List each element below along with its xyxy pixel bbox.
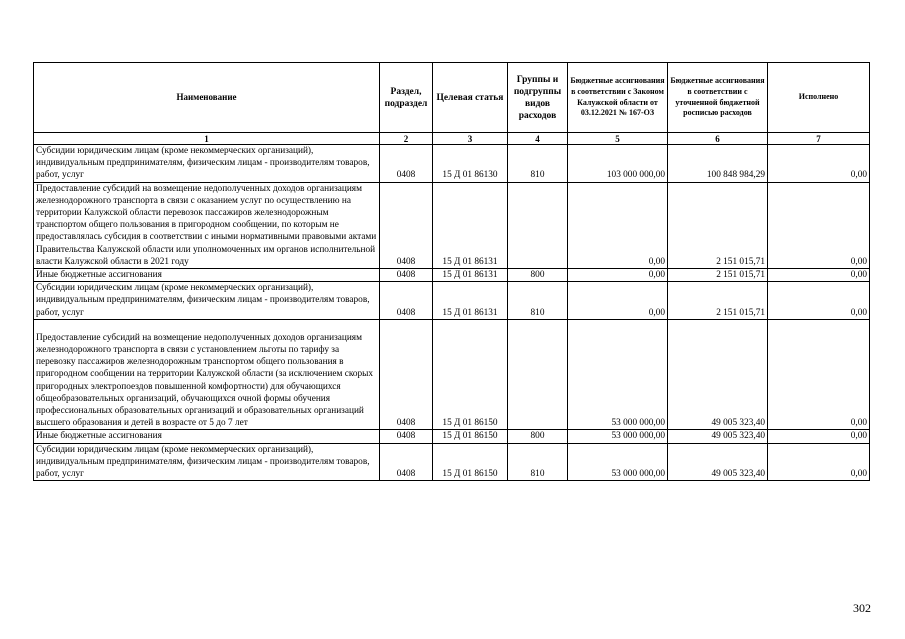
row-top-gap	[36, 320, 377, 332]
row-refined-amount: 49 005 323,40	[668, 319, 768, 430]
row-refined-amount: 49 005 323,40	[668, 430, 768, 443]
row-executed-amount: 0,00	[768, 282, 870, 320]
row-target: 15 Д 01 86150	[433, 319, 508, 430]
row-name: Субсидии юридическим лицам (кроме некоммерческих организаций), индивидуальным предпринимателям, физическим лицам - производителям товаров, работ, услуг	[34, 145, 380, 183]
row-name: Предоставление субсидий на возмещение недополученных доходов организациям железнодорожного транспорта в связи с оказанием услуг по осуществлению на территории Калужской области перевозок пассажиров железнодорожным транспортом общего пользования в пригородном сообщении, по которым не предоставлялась субсидия в соответствии с иными нормативными правовыми актами Правительства Калужской области или уполномоченных им органов исполнительной власти Калужской области в 2021 году	[34, 182, 380, 268]
column-number: 2	[380, 133, 433, 145]
row-section: 0408	[380, 430, 433, 443]
row-target: 15 Д 01 86131	[433, 282, 508, 320]
header-name: Наименование	[34, 63, 380, 133]
row-executed-amount: 0,00	[768, 269, 870, 282]
row-target: 15 Д 01 86131	[433, 182, 508, 268]
row-section: 0408	[380, 443, 433, 481]
row-name: Субсидии юридическим лицам (кроме некоммерческих организаций), индивидуальным предпринимателям, физическим лицам - производителям товаров, работ, услуг	[34, 443, 380, 481]
row-name: Иные бюджетные ассигнования	[34, 269, 380, 282]
row-law-amount: 53 000 000,00	[568, 443, 668, 481]
row-group: 810	[508, 443, 568, 481]
page-number: 302	[853, 601, 871, 615]
header-row	[34, 63, 870, 133]
header-law: Бюджетные ассигнования в соответствии с Законом Калужской области от 03.12.2021 № 167-ОЗ	[568, 63, 668, 133]
row-target: 15 Д 01 86131	[433, 269, 508, 282]
row-executed-amount: 0,00	[768, 145, 870, 183]
row-law-amount: 0,00	[568, 182, 668, 268]
row-group	[508, 319, 568, 430]
budget-table	[33, 62, 870, 481]
row-group	[508, 182, 568, 268]
row-name: Субсидии юридическим лицам (кроме некоммерческих организаций), индивидуальным предпринимателям, физическим лицам - производителям товаров, работ, услуг	[34, 282, 380, 320]
row-group: 800	[508, 430, 568, 443]
table-row	[34, 430, 870, 443]
header-executed: Исполнено	[768, 63, 870, 133]
table-row	[34, 319, 870, 430]
row-section: 0408	[380, 182, 433, 268]
row-law-amount: 0,00	[568, 282, 668, 320]
budget-table-sheet	[33, 62, 869, 481]
row-law-amount: 103 000 000,00	[568, 145, 668, 183]
row-section: 0408	[380, 145, 433, 183]
column-number: 7	[768, 133, 870, 145]
row-executed-amount: 0,00	[768, 430, 870, 443]
row-refined-amount: 49 005 323,40	[668, 443, 768, 481]
table-row	[34, 282, 870, 320]
row-group: 810	[508, 282, 568, 320]
row-refined-amount: 100 848 984,29	[668, 145, 768, 183]
row-executed-amount: 0,00	[768, 182, 870, 268]
column-number: 1	[34, 133, 380, 145]
column-number: 6	[668, 133, 768, 145]
row-target: 15 Д 01 86150	[433, 443, 508, 481]
row-group: 800	[508, 269, 568, 282]
table-row	[34, 269, 870, 282]
row-name: Предоставление субсидий на возмещение недополученных доходов организациям железнодорожного транспорта в связи с установлением льготы по тарифу за перевозку пассажиров железнодорожным транспортом общего пользования в пригородном сообщении на территории Калужской области (за исключением скорых пригородных электропоездов повышенной комфортности) для обучающихся общеобразовательных организаций, обучающихся очной формы обучения профессиональных образовательных организаций и образовательных организаций высшего образования и детей в возрасте от 5 до 7 лет	[36, 332, 374, 429]
header-target: Целевая статья	[433, 63, 508, 133]
row-section: 0408	[380, 319, 433, 430]
row-section: 0408	[380, 269, 433, 282]
row-refined-amount: 2 151 015,71	[668, 182, 768, 268]
row-law-amount: 53 000 000,00	[568, 430, 668, 443]
row-name-cell	[34, 319, 380, 430]
header-refined: Бюджетные ассигнования в соответствии с уточненной бюджетной росписью расходов	[668, 63, 768, 133]
row-name: Иные бюджетные ассигнования	[34, 430, 380, 443]
row-executed-amount: 0,00	[768, 443, 870, 481]
row-target: 15 Д 01 86150	[433, 430, 508, 443]
column-number: 4	[508, 133, 568, 145]
header-groups: Группы и подгруппы видов расходов	[508, 63, 568, 133]
row-law-amount: 0,00	[568, 269, 668, 282]
column-number: 3	[433, 133, 508, 145]
table-row	[34, 443, 870, 481]
row-section: 0408	[380, 282, 433, 320]
column-number: 5	[568, 133, 668, 145]
row-group: 810	[508, 145, 568, 183]
table-row	[34, 145, 870, 183]
row-refined-amount: 2 151 015,71	[668, 282, 768, 320]
row-law-amount: 53 000 000,00	[568, 319, 668, 430]
row-executed-amount: 0,00	[768, 319, 870, 430]
header-section: Раздел, подраздел	[380, 63, 433, 133]
row-target: 15 Д 01 86130	[433, 145, 508, 183]
column-number-row	[34, 133, 870, 145]
row-refined-amount: 2 151 015,71	[668, 269, 768, 282]
table-row	[34, 182, 870, 268]
